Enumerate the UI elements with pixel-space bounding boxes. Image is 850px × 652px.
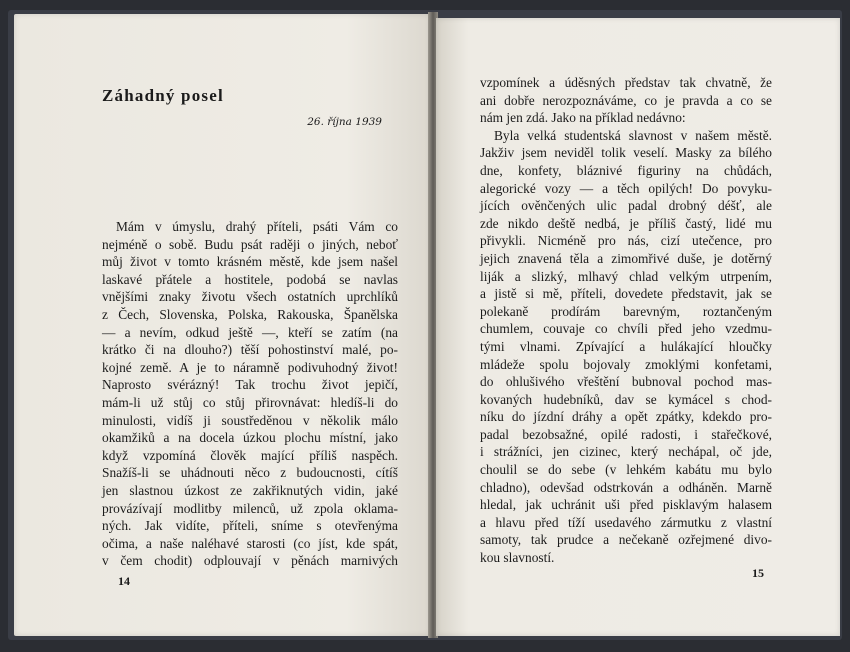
text-line: nejméně o sobě. Budu psát raději o jiných, neboť xyxy=(102,236,398,252)
text-line: samoty, tak prudce a nečekaně ozřejmené divo- xyxy=(480,532,772,548)
text-line: Mám v úmyslu, drahý příteli, psáti Vám co xyxy=(116,219,398,234)
text-line: kojné země. A je to náramně podivuhodný život! xyxy=(102,359,398,375)
text-line: zde nikdo deště nedbá, je příliš častý, lidé mu xyxy=(480,215,772,231)
text-line: ných. Jak vidíte, příteli, sníme s otevřenýma xyxy=(102,518,398,534)
text-line: můj život v tomto krásném městě, kde jsem našel xyxy=(102,254,398,270)
text-line: kovaných hudebníků, dav se kymácel s chod- xyxy=(480,391,772,407)
text-line: polekaně prodírám barevným, roztančeným xyxy=(480,303,772,319)
right-page-text xyxy=(480,74,772,567)
text-line: — a nevím, odkud ještě —, kteří se zatím (na xyxy=(102,324,398,340)
chapter-title: Záhadný posel xyxy=(102,86,224,105)
text-line: minulosti, vidíš ji soustředěnou v několik málo xyxy=(102,412,398,428)
text-line: přivykli. Nicméně pro nás, cizí utečence, pro xyxy=(480,233,772,249)
text-line: ani dobře nerozpoznáváme, co je pravda a co se xyxy=(480,92,772,108)
page-number-right: 15 xyxy=(752,566,764,580)
text-line: i strážníci, jen cizinec, který nechápal, oč jde, xyxy=(480,444,772,460)
text-line: liják a slizký, mlhavý chlad velkým utrpením, xyxy=(480,268,772,284)
text-line: a jistě si mě, příteli, dovedete představit, jak se xyxy=(480,286,772,302)
left-page-text xyxy=(102,218,398,570)
text-line: v čem chodit) odplouvají v pěnách marnivých xyxy=(102,553,398,569)
text-line: jen slastnou úzkost ze zakřiknutých vidin, jaké xyxy=(102,482,398,498)
text-line: hledal, jak uchránit uši před pisklavým halasem xyxy=(480,497,772,513)
text-line: vnějšími znaky životu všech ostatních uprchlíků xyxy=(102,289,398,305)
text-line: vzpomínek a úděsných představ tak chvatně, že xyxy=(480,75,772,90)
text-line: chladno), odevšad odstrkován a odháněn. Marně xyxy=(480,479,772,495)
text-line: Byla velká studentská slavnost v našem městě. xyxy=(494,127,772,143)
text-line: Jakživ jsem neviděl tolik veselí. Masky za bílého xyxy=(480,145,772,161)
text-line: do ohlušivého vřeštění bubnoval pochod mas- xyxy=(480,374,772,390)
text-line: krátko či na dlouho?) těší pohostinství malé, po- xyxy=(102,342,398,358)
text-line: provázívají modlitby milenců, už zpola oklama- xyxy=(102,500,398,516)
text-line: a hlavu před tíží usedavého zármutku z vlastní xyxy=(480,514,772,530)
text-line: z Čech, Slovenska, Polska, Rakouska, Španělska xyxy=(102,306,398,322)
text-line: alegorické vozy — a těch opilých! Do povyku- xyxy=(480,180,772,196)
text-line: mládeže spolu bojovaly zmoklými konfetami, xyxy=(480,356,772,372)
text-line: nám jen zdá. Jako na příklad nedávno: xyxy=(480,110,686,126)
right-page xyxy=(436,18,840,636)
left-page xyxy=(14,14,430,636)
text-line: jících ověnčených ulic padal drobný déšť, ale xyxy=(480,198,772,214)
text-line: chumlem, couvaje co chvíli před jeho vzedmu- xyxy=(480,321,772,337)
text-line: choulil se do sebe (v lehkém kabátu mu bylo xyxy=(480,462,772,478)
text-line: tými vlnami. Zpívající a hulákající hloučky xyxy=(480,338,772,354)
text-line: okamžiků a na docela úzkou plochu místní, jako xyxy=(102,430,398,446)
text-line: očima, a naše naléhavé starosti (co jíst, kde spát, xyxy=(102,535,398,551)
text-line: Naprosto svérázný! Tak trochu život jepičí, xyxy=(102,377,398,393)
chapter-date: 26. října 1939 xyxy=(307,116,382,128)
text-line: když vzpomíná člověk mající příliš naspěch. xyxy=(102,447,398,463)
page-number-left: 14 xyxy=(118,574,130,588)
text-line: padal bezobsažné, opilé radosti, i stařečkové, xyxy=(480,426,772,442)
text-line: jejich znavená těla a zimomřivé duše, je dotěrný xyxy=(480,250,772,266)
text-line: dne, konfety, bláznivé figuriny na chůdách, xyxy=(480,162,772,178)
text-line: Snažíš-li se uhádnouti něco z budoucnosti, cítíš xyxy=(102,465,398,481)
text-line: laskavé přátele a hostitele, podobá se navlas xyxy=(102,271,398,287)
text-line: mám-li už stůj co stůj přirovnávat: hledíš-li do xyxy=(102,394,398,410)
text-line: níku do jízdní dráhy a opět zpátky, kdekdo pro- xyxy=(480,409,772,425)
text-line: kou slavností. xyxy=(480,550,555,566)
